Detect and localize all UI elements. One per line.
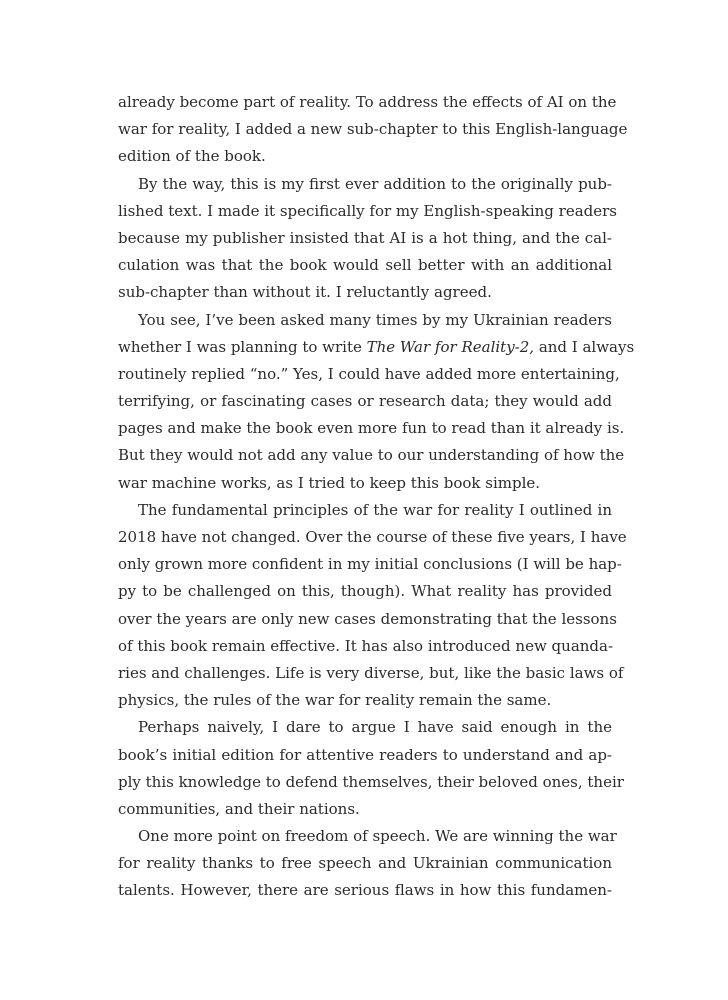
text-line: of this book remain effective. It has also introduced new quanda- — [118, 636, 614, 655]
text-line: edition of the book. — [118, 147, 266, 166]
text-line: By the way, this is my first ever addition to the originally pub- — [138, 174, 612, 193]
text-line: physics, the rules of the war for reality remain the same. — [118, 691, 552, 710]
text-line: pages and make the book even more fun to read than it already is. — [118, 419, 625, 438]
text-line: py to be challenged on this, though). What reality has provided — [118, 582, 612, 601]
text-line: talents. However, there are serious flaws in how this fundamen- — [118, 881, 612, 900]
body-text — [118, 89, 635, 905]
text-line: You see, I’ve been asked many times by my Ukrainian readers — [138, 310, 612, 329]
text-line: culation was that the book would sell better with an additional — [118, 256, 612, 275]
text-line: lished text. I made it specifically for my English-speaking readers — [118, 201, 617, 220]
text-line: ply this knowledge to defend themselves, their beloved ones, their — [118, 772, 624, 791]
text-line: for reality thanks to free speech and Ukrainian communication — [118, 854, 612, 873]
text-line: sub-chapter than without it. I reluctantly agreed. — [118, 283, 492, 302]
text-line: book’s initial edition for attentive readers to understand and ap- — [118, 745, 612, 764]
text-run: whether I was planning to write — [118, 337, 367, 356]
text-line: One more point on freedom of speech. We are winning the war — [138, 827, 617, 846]
text-line: over the years are only new cases demonstrating that the lessons — [118, 609, 617, 628]
text-line: communities, and their nations. — [118, 799, 360, 818]
text-run: and I always — [534, 337, 635, 356]
text-line: But they would not add any value to our understanding of how the — [118, 446, 625, 465]
text-line — [118, 334, 635, 361]
text-line: war for reality, I added a new sub-chapter to this English-language — [118, 120, 628, 139]
text-line: ries and challenges. Life is very diverse, but, like the basic laws of — [118, 663, 624, 682]
italic-title: The War for Reality-2, — [366, 337, 535, 356]
text-line: already become part of reality. To address the effects of AI on the — [118, 93, 617, 111]
text-line: routinely replied “no.” Yes, I could have added more entertaining, — [118, 364, 620, 383]
text-line: The fundamental principles of the war for reality I outlined in — [138, 500, 612, 519]
text-line: war machine works, as I tried to keep this book simple. — [118, 473, 541, 492]
text-line: 2018 have not changed. Over the course of these five years, I have — [118, 528, 627, 546]
text-line: Perhaps naively, I dare to argue I have said enough in the — [138, 718, 612, 737]
text-line: only grown more confident in my initial conclusions (I will be hap- — [118, 555, 622, 574]
text-line: terrifying, or fascinating cases or research data; they would add — [118, 392, 612, 411]
text-line: because my publisher insisted that AI is a hot thing, and the cal- — [118, 228, 612, 247]
